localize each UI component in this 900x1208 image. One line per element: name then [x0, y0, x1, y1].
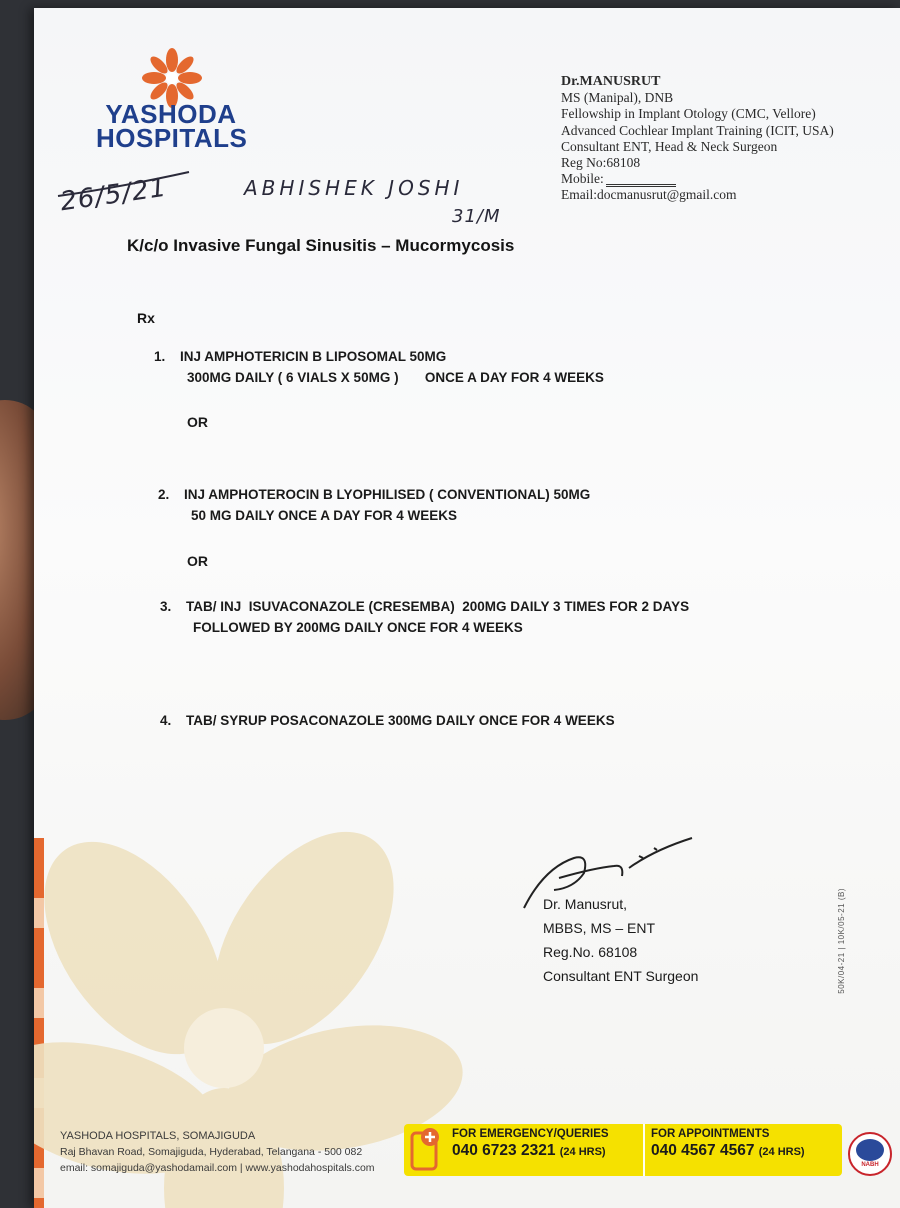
- doctor-training: Advanced Cochlear Implant Training (ICIT, USA): [561, 122, 834, 138]
- med-line1: TAB/ SYRUP POSACONAZOLE 300MG DAILY ONCE FOR 4 WEEKS: [186, 713, 615, 728]
- appointments-number-value: 040 4567 4567: [651, 1142, 755, 1159]
- footer-address: [60, 1128, 375, 1176]
- medication-item: [154, 346, 604, 388]
- doctor-mobile: [561, 171, 881, 187]
- emergency-contact: [446, 1124, 643, 1176]
- prescription-sheet: [34, 8, 900, 1208]
- logo-line1: YASHODA: [105, 99, 237, 129]
- diagnosis: K/c/o Invasive Fungal Sinusitis – Mucormycosis: [127, 236, 515, 255]
- redacted-mobile: [606, 174, 676, 187]
- signatory-name: Dr. Manusrut,: [543, 896, 628, 912]
- phone-plus-icon: [408, 1127, 442, 1173]
- medication-item: [160, 596, 689, 638]
- appointments-number: [651, 1142, 836, 1160]
- handwritten-patient-name: ABHISHEK JOSHI: [244, 176, 464, 200]
- medication-item: [160, 710, 615, 731]
- doctor-fellowship: Fellowship in Implant Otology (CMC, Vellore): [561, 106, 816, 122]
- form-code: 50K/04-21 | 10K/05-21 (B): [837, 888, 846, 994]
- signatory-degree: MBBS, MS – ENT: [543, 920, 656, 936]
- emergency-hours: (24 HRS): [559, 1146, 606, 1158]
- logo-line2: HOSPITALS: [96, 123, 248, 153]
- appointments-hours: (24 HRS): [758, 1146, 805, 1158]
- doctor-email: Email:docmanusrut@gmail.com: [561, 187, 737, 203]
- emergency-number: [452, 1142, 637, 1160]
- med-number: 1.: [154, 349, 166, 364]
- contact-bar: [404, 1124, 842, 1176]
- logo-wordmark: [96, 99, 248, 153]
- med-line2: 300MG DAILY ( 6 VIALS X 50MG ) ONCE A DAY FOR 4 WEEKS: [187, 370, 604, 385]
- med-line1: INJ AMPHOTERICIN B LIPOSOMAL 50MG: [180, 349, 447, 364]
- med-line1: INJ AMPHOTEROCIN B LYOPHILISED ( CONVENTIONAL) 50MG: [184, 487, 591, 502]
- doctor-designation: Consultant ENT, Head & Neck Surgeon: [561, 138, 778, 154]
- appointments-label: FOR APPOINTMENTS: [651, 1128, 770, 1140]
- doctor-name: Dr.MANUSRUT: [561, 74, 661, 89]
- med-number: 2.: [158, 487, 170, 502]
- med-line2: 50 MG DAILY ONCE A DAY FOR 4 WEEKS: [191, 508, 458, 523]
- emergency-label: FOR EMERGENCY/QUERIES: [452, 1128, 609, 1140]
- signatory-reg: Reg.No. 68108: [543, 944, 638, 960]
- medication-item: [158, 484, 590, 526]
- med-line1: TAB/ INJ ISUVACONAZOLE (CRESEMBA) 200MG DAILY 3 TIMES FOR 2 DAYS: [186, 599, 690, 614]
- mobile-label: Mobile:: [561, 171, 604, 187]
- footer-street: Raj Bhavan Road, Somajiguda, Hyderabad, Telangana - 500 082: [60, 1146, 363, 1158]
- med-number: 3.: [160, 599, 172, 614]
- doctor-reg: Reg No:68108: [561, 155, 641, 171]
- rx-label: Rx: [137, 310, 155, 326]
- nabh-label: NABH: [861, 1162, 879, 1168]
- signatory-block: [543, 892, 698, 988]
- doctor-qualification: MS (Manipal), DNB: [561, 90, 674, 106]
- or-separator: OR: [187, 553, 208, 569]
- signatory-title: Consultant ENT Surgeon: [543, 968, 699, 984]
- med-number: 4.: [160, 713, 172, 728]
- appointments-contact: [643, 1124, 842, 1176]
- nabh-emblem-icon: [856, 1139, 884, 1161]
- footer-contact: email: somajiguda@yashodamail.com | www.yashodahospitals.com: [60, 1162, 375, 1174]
- handwritten-age-sex: 31/M: [452, 206, 501, 227]
- doctor-header: [561, 74, 881, 204]
- med-line2: FOLLOWED BY 200MG DAILY ONCE FOR 4 WEEKS: [193, 620, 523, 635]
- handwritten-date: 26/5/21: [58, 172, 169, 218]
- nabh-badge: [848, 1132, 892, 1176]
- footer-hospital-name: YASHODA HOSPITALS, SOMAJIGUDA: [60, 1130, 256, 1142]
- emergency-number-value: 040 6723 2321: [452, 1142, 556, 1159]
- or-separator: OR: [187, 414, 208, 430]
